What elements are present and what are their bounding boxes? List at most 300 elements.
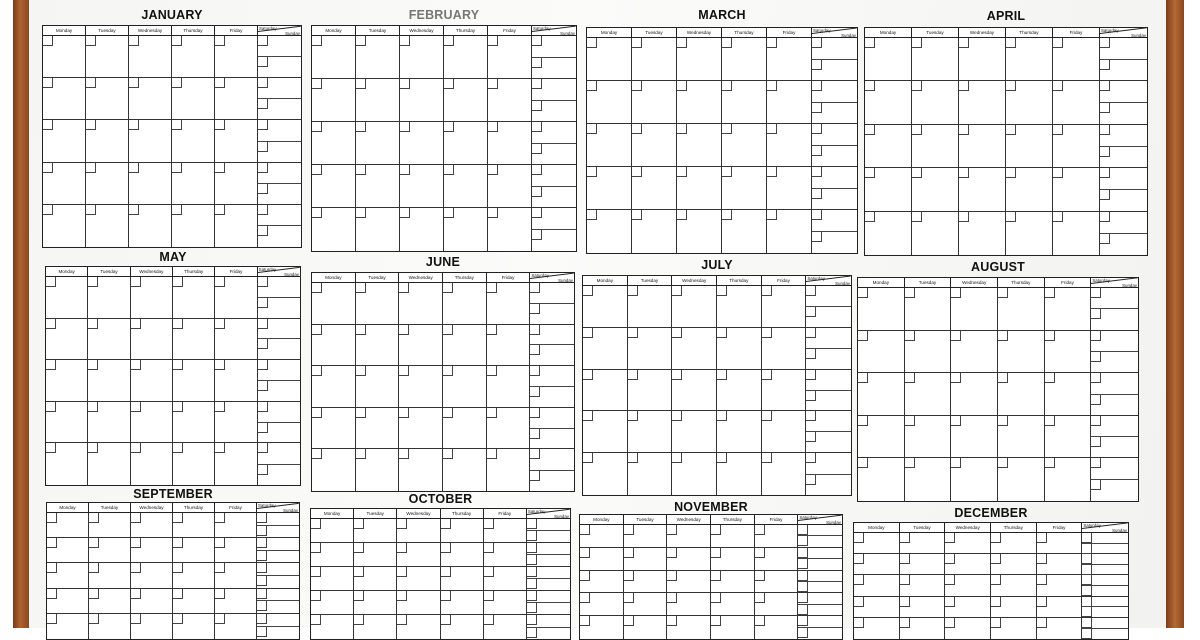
- weekend-header: [530, 273, 574, 283]
- date-box: [1037, 618, 1047, 628]
- day-cell: [46, 277, 88, 319]
- date-box: [812, 81, 822, 91]
- saturday-cell: [527, 567, 570, 579]
- weekday-header: Wednesday: [397, 509, 440, 519]
- date-box: [258, 360, 268, 370]
- date-box: [812, 124, 822, 134]
- weekend-cell: [532, 36, 576, 79]
- day-cell: [173, 538, 215, 563]
- date-box: [812, 60, 822, 70]
- weekend-cell: [798, 525, 842, 548]
- date-box: [762, 286, 772, 296]
- saturday-cell: [532, 208, 576, 230]
- date-box: [532, 230, 542, 240]
- weekday-header: Thursday: [441, 509, 484, 519]
- date-box: [806, 475, 816, 485]
- month-december: [853, 506, 1129, 640]
- date-box: [812, 38, 822, 48]
- date-box: [399, 283, 409, 293]
- day-cell: [488, 36, 532, 79]
- day-cell: [672, 370, 717, 412]
- date-box: [905, 416, 915, 426]
- date-box: [86, 36, 96, 46]
- weekday-header: Wednesday: [129, 26, 172, 36]
- month-june: [311, 255, 575, 492]
- weekend-cell: [812, 81, 857, 124]
- day-cell: [215, 513, 257, 538]
- weekday-header: Friday: [762, 276, 807, 286]
- day-cell: [951, 416, 998, 459]
- weekend-header: [527, 509, 570, 519]
- date-box: [488, 79, 498, 89]
- date-box: [951, 288, 961, 298]
- weekend-header: [806, 276, 851, 286]
- date-box: [441, 591, 451, 601]
- day-cell: [488, 79, 532, 122]
- day-cell: [865, 38, 912, 81]
- date-box: [484, 519, 494, 529]
- date-box: [1082, 586, 1092, 596]
- day-cell: [672, 286, 717, 328]
- sunday-cell: [527, 603, 570, 614]
- weekend-cell: [806, 328, 851, 370]
- date-box: [312, 283, 322, 293]
- date-box: [88, 402, 98, 412]
- date-box: [632, 124, 642, 134]
- weekday-header: Friday: [215, 503, 257, 513]
- weekday-header: Friday: [767, 28, 812, 38]
- date-box: [624, 548, 634, 558]
- date-box: [806, 286, 816, 296]
- weekend-header: [257, 503, 299, 513]
- day-cell: [767, 38, 812, 81]
- sunday-label: Sunday: [841, 33, 856, 38]
- date-box: [532, 101, 542, 111]
- weekend-cell: [530, 449, 574, 491]
- date-box: [258, 142, 268, 152]
- weekend-cell: [257, 513, 299, 538]
- weekday-header: Wednesday: [945, 523, 991, 533]
- date-box: [532, 79, 542, 89]
- day-cell: [912, 125, 959, 168]
- date-box: [667, 593, 677, 603]
- day-cell: [43, 205, 86, 247]
- weekday-header: Monday: [858, 278, 905, 288]
- day-cell: [912, 38, 959, 81]
- sunday-label: Sunday: [554, 514, 569, 519]
- date-box: [755, 593, 765, 603]
- day-cell: [215, 589, 257, 614]
- day-cell: [88, 443, 130, 485]
- day-cell: [1037, 597, 1083, 618]
- date-box: [356, 325, 366, 335]
- day-cell: [487, 408, 531, 450]
- day-cell: [1006, 38, 1053, 81]
- date-box: [47, 563, 57, 573]
- date-box: [257, 627, 267, 637]
- day-cell: [998, 373, 1045, 416]
- day-cell: [900, 533, 946, 554]
- day-cell: [487, 366, 531, 408]
- day-cell: [998, 331, 1045, 374]
- date-box: [487, 408, 497, 418]
- weekday-header: Monday: [854, 523, 900, 533]
- date-box: [806, 307, 816, 317]
- sunday-cell: [530, 387, 574, 407]
- saturday-cell: [527, 543, 570, 555]
- weekday-header: Thursday: [722, 28, 767, 38]
- month-title: MAY: [159, 250, 187, 264]
- day-cell: [677, 81, 722, 124]
- day-cell: [131, 443, 173, 485]
- day-cell: [717, 286, 762, 328]
- date-box: [258, 184, 268, 194]
- day-cell: [129, 78, 172, 120]
- date-box: [580, 548, 590, 558]
- date-box: [755, 616, 765, 626]
- day-cell: [215, 538, 257, 563]
- sunday-label: Sunday: [826, 520, 841, 525]
- day-cell: [89, 538, 131, 563]
- date-box: [624, 593, 634, 603]
- sunday-cell: [258, 339, 300, 359]
- date-box: [88, 277, 98, 287]
- date-box: [628, 286, 638, 296]
- day-cell: [722, 81, 767, 124]
- date-box: [487, 366, 497, 376]
- date-box: [900, 618, 910, 628]
- date-box: [129, 163, 139, 173]
- day-cell: [86, 205, 129, 247]
- date-box: [258, 120, 268, 130]
- weekday-header: Friday: [1037, 523, 1083, 533]
- day-cell: [312, 79, 356, 122]
- day-cell: [172, 120, 215, 162]
- date-box: [356, 165, 366, 175]
- weekend-cell: [1082, 597, 1128, 618]
- date-box: [1100, 168, 1110, 178]
- day-cell: [1006, 125, 1053, 168]
- day-cell: [717, 370, 762, 412]
- date-box: [580, 571, 590, 581]
- day-cell: [311, 567, 354, 591]
- weekday-header: Monday: [312, 26, 356, 36]
- date-box: [628, 453, 638, 463]
- date-box: [1053, 212, 1063, 222]
- date-box: [258, 339, 268, 349]
- date-box: [131, 360, 141, 370]
- date-box: [129, 78, 139, 88]
- day-cell: [900, 554, 946, 575]
- date-box: [628, 328, 638, 338]
- date-box: [1045, 331, 1055, 341]
- date-box: [532, 122, 542, 132]
- day-cell: [46, 443, 88, 485]
- date-box: [173, 443, 183, 453]
- day-cell: [47, 563, 89, 588]
- day-cell: [628, 328, 673, 370]
- weekday-header: Monday: [587, 28, 632, 38]
- day-cell: [86, 163, 129, 205]
- date-box: [89, 513, 99, 523]
- date-box: [312, 449, 322, 459]
- weekday-header: Monday: [43, 26, 86, 36]
- date-box: [806, 391, 816, 401]
- date-box: [798, 548, 808, 558]
- date-box: [172, 205, 182, 215]
- date-box: [443, 449, 453, 459]
- date-box: [951, 458, 961, 468]
- day-cell: [444, 79, 488, 122]
- day-cell: [1045, 288, 1092, 331]
- day-cell: [755, 548, 799, 571]
- weekend-cell: [257, 589, 299, 614]
- day-cell: [587, 81, 632, 124]
- sunday-cell: [812, 232, 857, 253]
- date-box: [527, 628, 537, 638]
- date-box: [717, 453, 727, 463]
- month-november: [579, 500, 843, 640]
- saturday-cell: [258, 205, 301, 227]
- day-cell: [959, 212, 1006, 255]
- day-cell: [88, 277, 130, 319]
- day-cell: [89, 513, 131, 538]
- date-box: [583, 286, 593, 296]
- date-box: [717, 411, 727, 421]
- month-title: MARCH: [698, 8, 746, 22]
- month-grid: [311, 25, 577, 252]
- weekend-header: [258, 26, 301, 36]
- day-cell: [959, 38, 1006, 81]
- date-box: [632, 81, 642, 91]
- weekend-cell: [1091, 416, 1138, 459]
- date-box: [444, 208, 454, 218]
- date-box: [1100, 212, 1110, 222]
- date-box: [311, 567, 321, 577]
- date-box: [258, 443, 268, 453]
- sunday-label: Sunday: [1122, 283, 1137, 288]
- month-march: [586, 8, 858, 254]
- day-cell: [484, 567, 527, 591]
- date-box: [711, 548, 721, 558]
- saturday-cell: [812, 167, 857, 189]
- date-box: [356, 208, 366, 218]
- date-box: [1082, 565, 1092, 575]
- saturday-cell: [812, 38, 857, 60]
- sunday-cell: [258, 99, 301, 119]
- sunday-cell: [530, 471, 574, 491]
- date-box: [854, 597, 864, 607]
- day-cell: [215, 277, 257, 319]
- sunday-label: Sunday: [1131, 33, 1146, 38]
- weekday-header: Wednesday: [131, 267, 173, 277]
- date-box: [959, 212, 969, 222]
- day-cell: [173, 402, 215, 444]
- day-cell: [47, 614, 89, 639]
- date-box: [215, 205, 225, 215]
- date-box: [354, 615, 364, 625]
- day-cell: [912, 81, 959, 124]
- weekday-header: Monday: [580, 515, 624, 525]
- date-box: [632, 167, 642, 177]
- day-cell: [722, 38, 767, 81]
- date-box: [812, 167, 822, 177]
- sunday-cell: [1091, 309, 1138, 329]
- day-cell: [951, 373, 998, 416]
- date-box: [173, 513, 183, 523]
- saturday-cell: [806, 328, 851, 349]
- wood-frame-right: [1166, 0, 1184, 628]
- date-box: [443, 283, 453, 293]
- date-box: [628, 370, 638, 380]
- weekday-header: Thursday: [444, 26, 488, 36]
- day-cell: [672, 453, 717, 495]
- day-cell: [628, 453, 673, 495]
- date-box: [812, 232, 822, 242]
- date-box: [527, 555, 537, 565]
- weekend-cell: [258, 120, 301, 162]
- date-box: [257, 601, 267, 611]
- day-cell: [356, 79, 400, 122]
- day-cell: [865, 212, 912, 255]
- date-box: [530, 471, 540, 481]
- date-box: [806, 370, 816, 380]
- saturday-cell: [1091, 416, 1138, 437]
- date-box: [1091, 437, 1101, 447]
- date-box: [959, 168, 969, 178]
- weekend-cell: [806, 453, 851, 495]
- sunday-cell: [258, 142, 301, 162]
- sunday-cell: [1091, 437, 1138, 457]
- sunday-cell: [1100, 234, 1147, 255]
- date-box: [580, 525, 590, 535]
- date-box: [1053, 125, 1063, 135]
- day-cell: [47, 513, 89, 538]
- date-box: [215, 120, 225, 130]
- sunday-cell: [798, 536, 842, 546]
- sunday-cell: [257, 601, 299, 613]
- day-cell: [905, 331, 952, 374]
- day-cell: [1053, 38, 1100, 81]
- date-box: [400, 208, 410, 218]
- date-box: [488, 208, 498, 218]
- date-box: [1037, 575, 1047, 585]
- date-box: [717, 286, 727, 296]
- date-box: [1082, 544, 1092, 554]
- weekday-header: Friday: [215, 26, 258, 36]
- weekday-header: Monday: [46, 267, 88, 277]
- saturday-cell: [806, 286, 851, 307]
- date-box: [532, 187, 542, 197]
- date-box: [580, 616, 590, 626]
- day-cell: [43, 78, 86, 120]
- date-box: [46, 319, 56, 329]
- weekday-header: Wednesday: [951, 278, 998, 288]
- month-grid: [853, 522, 1129, 640]
- date-box: [806, 328, 816, 338]
- month-title: JUNE: [425, 255, 461, 269]
- date-box: [854, 575, 864, 585]
- date-box: [755, 525, 765, 535]
- date-box: [798, 628, 808, 638]
- day-cell: [672, 328, 717, 370]
- saturday-cell: [258, 277, 300, 298]
- weekend-cell: [532, 122, 576, 165]
- date-box: [129, 205, 139, 215]
- date-box: [312, 79, 322, 89]
- day-cell: [399, 325, 443, 367]
- weekday-header: Monday: [865, 28, 912, 38]
- day-cell: [628, 370, 673, 412]
- weekend-cell: [258, 360, 300, 402]
- day-cell: [397, 543, 440, 567]
- date-box: [1100, 103, 1110, 113]
- date-box: [131, 402, 141, 412]
- day-cell: [624, 593, 668, 616]
- date-box: [215, 402, 225, 412]
- date-box: [258, 423, 268, 433]
- date-box: [1082, 618, 1092, 628]
- date-box: [812, 210, 822, 220]
- saturday-cell: [258, 163, 301, 184]
- day-cell: [767, 210, 812, 253]
- day-cell: [215, 614, 257, 639]
- date-box: [172, 78, 182, 88]
- date-box: [88, 360, 98, 370]
- weekend-cell: [1100, 212, 1147, 255]
- date-box: [1082, 597, 1092, 607]
- date-box: [1037, 554, 1047, 564]
- weekend-cell: [527, 519, 570, 543]
- date-box: [672, 453, 682, 463]
- saturday-cell: [1100, 212, 1147, 234]
- date-box: [356, 36, 366, 46]
- date-box: [487, 283, 497, 293]
- day-cell: [1045, 331, 1092, 374]
- date-box: [798, 593, 808, 603]
- sunday-cell: [527, 579, 570, 590]
- date-box: [46, 443, 56, 453]
- date-box: [959, 125, 969, 135]
- weekend-cell: [812, 124, 857, 167]
- day-cell: [131, 538, 173, 563]
- date-box: [131, 563, 141, 573]
- date-box: [722, 81, 732, 91]
- day-cell: [356, 165, 400, 208]
- weekday-header: Thursday: [1006, 28, 1053, 38]
- day-cell: [998, 416, 1045, 459]
- day-cell: [959, 168, 1006, 211]
- day-cell: [131, 319, 173, 361]
- date-box: [46, 402, 56, 412]
- date-box: [89, 614, 99, 624]
- day-cell: [215, 205, 258, 247]
- date-box: [527, 615, 537, 625]
- date-box: [399, 366, 409, 376]
- date-box: [1091, 416, 1101, 426]
- date-box: [722, 124, 732, 134]
- date-box: [312, 36, 322, 46]
- day-cell: [717, 328, 762, 370]
- day-cell: [583, 328, 628, 370]
- sunday-cell: [1082, 586, 1128, 596]
- day-cell: [998, 288, 1045, 331]
- date-box: [912, 38, 922, 48]
- sunday-cell: [258, 423, 300, 443]
- saturday-cell: [1091, 373, 1138, 394]
- date-box: [865, 81, 875, 91]
- day-cell: [400, 122, 444, 165]
